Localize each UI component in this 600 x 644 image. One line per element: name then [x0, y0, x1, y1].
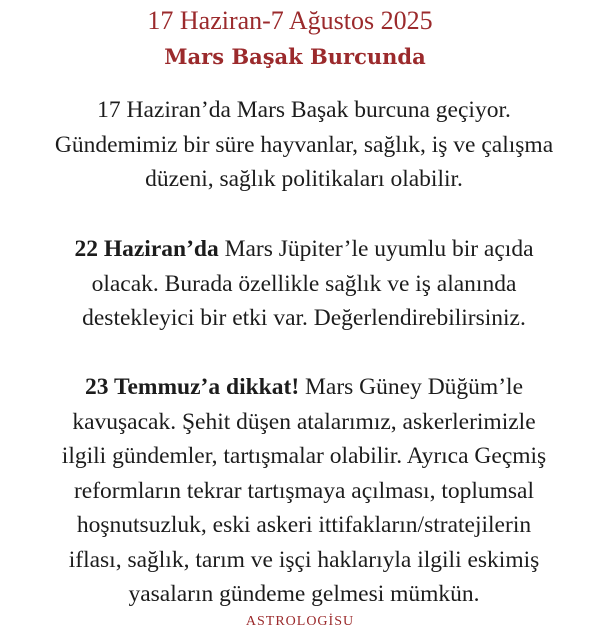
- paragraph-line: hoşnutsuzluk, eski askeri ittifakların/stratejilerin: [76, 512, 532, 538]
- watermark-label: ASTROLOGİSU: [245, 614, 355, 629]
- paragraph-line: iflası, sağlık, tarım ve işçi haklarıyla ilgili eskimiş: [68, 546, 540, 573]
- page-title: Mars Başak Burcunda: [164, 44, 426, 69]
- paragraph-line: ilgili gündemler, tartışmalar olabilir. Ayrıca Geçmiş: [61, 443, 547, 469]
- paragraph-line: olacak. Burada özellikle sağlık ve iş alanında: [91, 270, 517, 297]
- paragraph-first-line: [0, 232, 600, 267]
- paragraph-intro: [0, 93, 600, 197]
- paragraph-july-23: [0, 370, 600, 612]
- paragraph-line: destekleyici bir etki var. Değerlendirebilirsiniz.: [82, 305, 526, 331]
- paragraph-line-rest: Mars Jüpiter’le uyumlu bir açıda: [218, 236, 534, 262]
- paragraph-line: Gündemimiz bir süre hayvanlar, sağlık, iş ve çalışma: [54, 131, 554, 158]
- paragraph-line-rest: Mars Güney Düğüm’le: [299, 374, 523, 400]
- paragraph-lead-date: 22 Haziran’da: [74, 236, 219, 262]
- paragraph-line: reformların tekrar tartışmaya açılması, toplumsal: [73, 477, 535, 504]
- paragraph-line: düzeni, sağlık politikaları olabilir.: [145, 166, 463, 192]
- paragraph-line: kavuşacak. Şehit düşen atalarımız, askerlerimizle: [72, 408, 536, 435]
- date-range-heading: 17 Haziran-7 Ağustos 2025: [147, 6, 433, 35]
- paragraph-june-22: [0, 232, 600, 336]
- paragraph-lead-warning: 23 Temmuz’a dikkat!: [85, 374, 300, 400]
- paragraph-line: 17 Haziran’da Mars Başak burcuna geçiyor.: [97, 97, 511, 123]
- paragraph-first-line: [0, 370, 600, 405]
- paragraph-line: yasaların gündeme gelmesi mümkün.: [128, 581, 480, 607]
